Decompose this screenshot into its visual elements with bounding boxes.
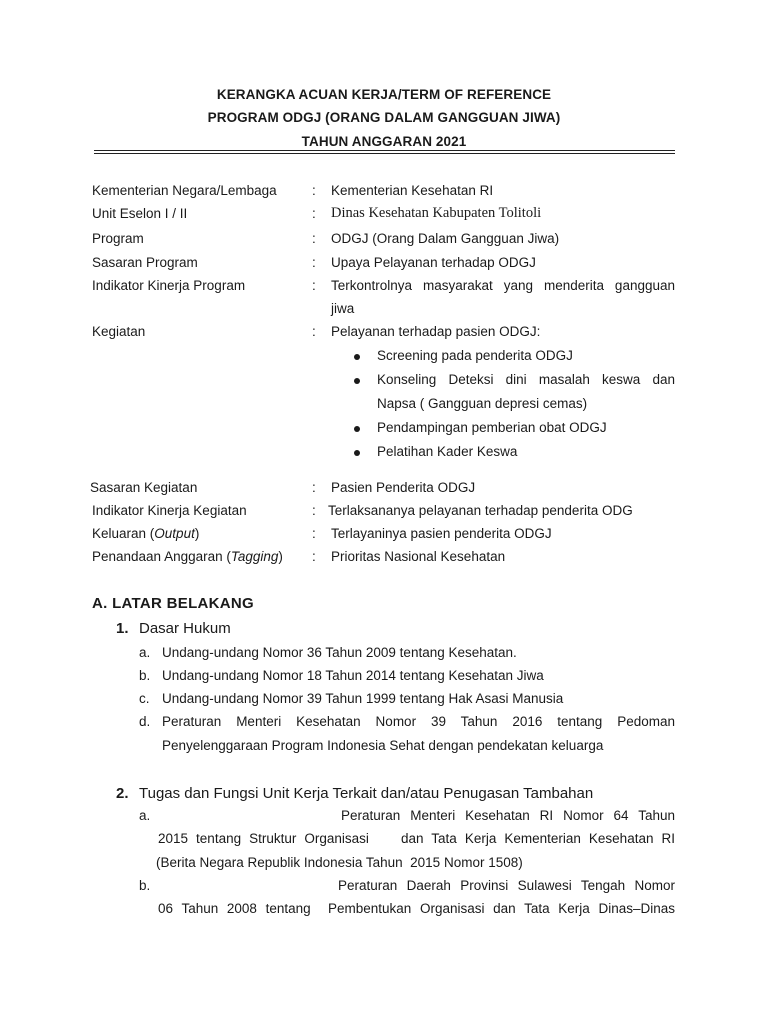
info-colon: : bbox=[312, 255, 316, 270]
info-label: Indikator Kinerja Program bbox=[92, 278, 246, 293]
list-item bbox=[0, 808, 768, 828]
list-item-text: Peraturan Menteri Kesehatan RI Nomor 64 Tahun bbox=[341, 808, 675, 823]
list-marker: a. bbox=[139, 808, 151, 823]
list-marker: d. bbox=[139, 714, 151, 729]
list-item-text: Undang-undang Nomor 39 Tahun 1999 tentang Hak Asasi Manusia bbox=[162, 691, 564, 706]
list-item bbox=[0, 714, 768, 734]
info-value: Pasien Penderita ODGJ bbox=[331, 480, 476, 495]
list-item-text: Konseling Deteksi dini masalah keswa dan bbox=[377, 372, 675, 387]
info-value: Dinas Kesehatan Kabupaten Tolitoli bbox=[331, 205, 542, 221]
info-value: Terkontrolnya masyarakat yang menderita gangguan bbox=[331, 278, 675, 293]
list-item bbox=[0, 372, 768, 392]
info-colon: : bbox=[312, 206, 316, 221]
subsection-number: 1. bbox=[116, 620, 129, 637]
list-item-text: 06 Tahun 2008 tentang Pembentukan Organisasi dan Tata Kerja Dinas–Dinas bbox=[158, 901, 675, 916]
list-item-cont bbox=[0, 901, 768, 921]
info-label: Unit Eselon I / II bbox=[92, 206, 188, 221]
info-colon: : bbox=[312, 278, 316, 293]
list-marker: c. bbox=[139, 691, 150, 706]
info-label: Sasaran Program bbox=[92, 255, 198, 270]
bullet-icon bbox=[354, 450, 360, 456]
info-colon: : bbox=[312, 231, 316, 246]
info-row-indikator-program bbox=[0, 278, 768, 298]
info-value: Upaya Pelayanan terhadap ODGJ bbox=[331, 255, 536, 270]
info-label: Indikator Kinerja Kegiatan bbox=[92, 503, 247, 518]
list-item bbox=[0, 348, 768, 368]
list-item bbox=[0, 645, 768, 665]
info-colon: : bbox=[312, 480, 316, 495]
list-marker: b. bbox=[139, 668, 151, 683]
bullet-icon bbox=[354, 354, 360, 360]
list-item bbox=[0, 668, 768, 688]
list-item-text: Napsa ( Gangguan depresi cemas) bbox=[377, 396, 588, 411]
title-rule-bottom bbox=[94, 153, 675, 154]
info-label: Sasaran Kegiatan bbox=[90, 480, 198, 495]
info-label-part: ) bbox=[194, 526, 200, 541]
info-value: Terlaksananya pelayanan terhadap penderita ODG bbox=[328, 503, 633, 518]
info-label: Program bbox=[92, 231, 144, 246]
list-item-text: Peraturan Menteri Kesehatan Nomor 39 Tahun 2016 tentang Pedoman bbox=[162, 714, 675, 729]
list-item-cont bbox=[0, 831, 768, 851]
section-heading: A. LATAR BELAKANG bbox=[92, 595, 255, 612]
list-item-text: Pelatihan Kader Keswa bbox=[377, 444, 518, 459]
list-item bbox=[0, 444, 768, 464]
bullet-icon bbox=[354, 426, 360, 432]
info-label-italic: Tagging bbox=[230, 549, 279, 564]
info-label: Kementerian Negara/Lembaga bbox=[92, 183, 277, 198]
list-item-text: 2015 tentang Struktur Organisasi dan Tata Kerja Kementerian Kesehatan RI bbox=[158, 831, 675, 846]
info-label-part: Keluaran ( bbox=[92, 526, 155, 541]
info-row-indikator-kegiatan bbox=[0, 503, 768, 523]
info-value: Pelayanan terhadap pasien ODGJ: bbox=[331, 324, 541, 339]
bullet-icon bbox=[354, 378, 360, 384]
doc-title-line1: KERANGKA ACUAN KERJA/TERM OF REFERENCE bbox=[216, 87, 552, 102]
info-row-sasaran-program bbox=[0, 255, 768, 275]
list-item-text: Undang-undang Nomor 36 Tahun 2009 tentang Kesehatan. bbox=[162, 645, 517, 660]
list-marker: b. bbox=[139, 878, 151, 893]
info-value: Terlayaninya pasien penderita ODGJ bbox=[331, 526, 552, 541]
info-row-sasaran-kegiatan bbox=[0, 480, 768, 500]
list-marker: a. bbox=[139, 645, 151, 660]
info-value: Kementerian Kesehatan RI bbox=[331, 183, 494, 198]
list-item-text: Screening pada penderita ODGJ bbox=[377, 348, 573, 363]
info-row-kegiatan bbox=[0, 324, 768, 344]
list-item bbox=[0, 878, 768, 898]
info-colon: : bbox=[312, 503, 316, 518]
doc-title-line2: PROGRAM ODGJ (ORANG DALAM GANGGUAN JIWA) bbox=[207, 110, 561, 125]
list-item-cont bbox=[0, 738, 768, 758]
info-value: ODGJ (Orang Dalam Gangguan Jiwa) bbox=[331, 231, 560, 246]
subsection-title: Dasar Hukum bbox=[139, 620, 231, 637]
info-label bbox=[92, 549, 283, 564]
info-label: Kegiatan bbox=[92, 324, 146, 339]
subsection-number: 2. bbox=[116, 785, 129, 802]
list-item-text: Penyelenggaraan Program Indonesia Sehat dengan pendekatan keluarga bbox=[162, 738, 604, 753]
list-item-text: (Berita Negara Republik Indonesia Tahun 2015 Nomor 1508) bbox=[156, 855, 523, 870]
info-label-part: ) bbox=[278, 549, 283, 564]
info-colon: : bbox=[312, 324, 316, 339]
title-rule-top bbox=[94, 150, 675, 151]
info-row-kementerian bbox=[0, 183, 768, 203]
info-row-penandaan bbox=[0, 549, 768, 569]
list-item-text: Undang-undang Nomor 18 Tahun 2014 tentang Kesehatan Jiwa bbox=[162, 668, 544, 683]
info-label-italic: Output bbox=[154, 526, 195, 541]
info-label-part: Penandaan Anggaran ( bbox=[92, 549, 231, 564]
info-value: jiwa bbox=[331, 301, 355, 316]
info-colon: : bbox=[312, 183, 316, 198]
info-value: Prioritas Nasional Kesehatan bbox=[331, 549, 506, 564]
list-item bbox=[0, 691, 768, 711]
info-row-indikator-program-cont bbox=[0, 301, 768, 321]
list-item-text: Peraturan Daerah Provinsi Sulawesi Tengah Nomor bbox=[338, 878, 675, 893]
doc-title-line3: TAHUN ANGGARAN 2021 bbox=[301, 134, 467, 149]
info-label bbox=[92, 526, 199, 541]
info-colon: : bbox=[312, 549, 316, 564]
info-row-unit bbox=[0, 206, 768, 226]
list-item-text: Pendampingan pemberian obat ODGJ bbox=[377, 420, 607, 435]
info-row-program bbox=[0, 231, 768, 251]
info-colon: : bbox=[312, 526, 316, 541]
list-item-cont bbox=[0, 396, 768, 416]
list-item bbox=[0, 420, 768, 440]
list-item-cont bbox=[0, 855, 768, 875]
subsection-title: Tugas dan Fungsi Unit Kerja Terkait dan/atau Penugasan Tambahan bbox=[139, 785, 594, 802]
info-row-keluaran bbox=[0, 526, 768, 546]
